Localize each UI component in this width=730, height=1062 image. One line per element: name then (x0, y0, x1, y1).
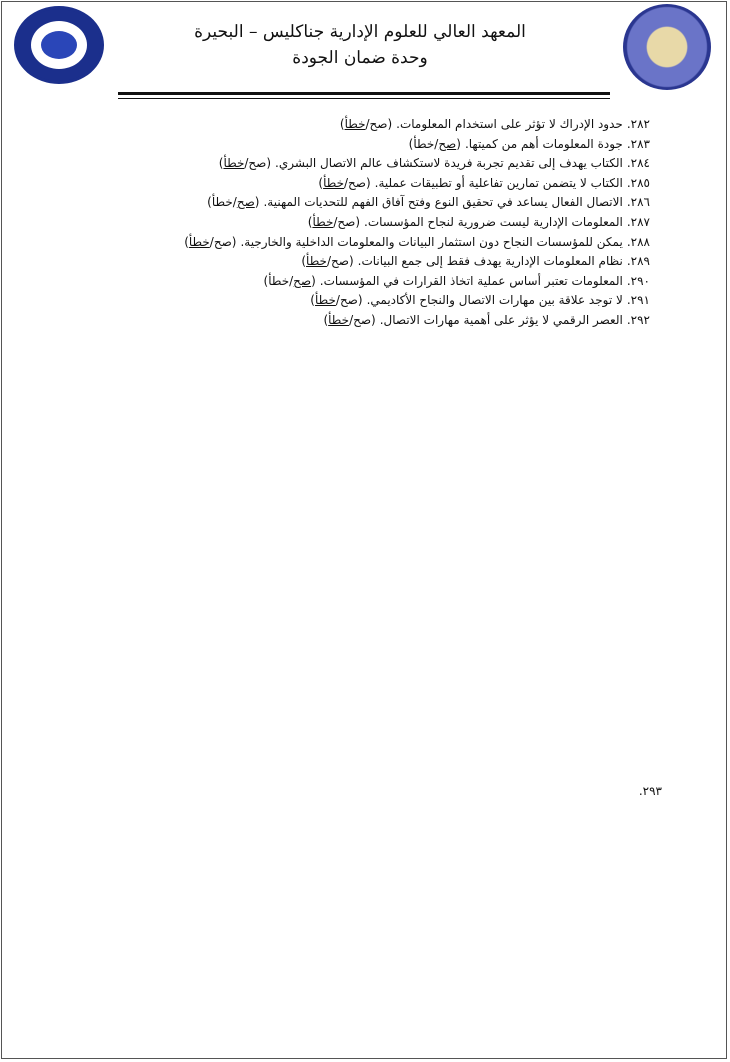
question-item (150, 154, 650, 174)
option-false: خطأ (413, 136, 435, 151)
question-item (150, 115, 650, 135)
option-false: خطأ (223, 156, 245, 171)
option-false: خطأ (306, 254, 327, 269)
answer-options: (صح/خطأ) (301, 254, 354, 269)
answer-options: (صح/خطأ) (218, 156, 272, 171)
question-text: يمكن للمؤسسات النجاح دون استثمار البيانات والمعلومات الداخلية والخارجية. (240, 234, 623, 249)
question-number: ٢٨٩. (626, 254, 650, 269)
question-text: المعلومات الإدارية ليست ضرورية لنجاح المؤسسات. (364, 214, 623, 229)
option-false: خطأ (268, 273, 290, 288)
question-item (150, 233, 650, 253)
option-true: صح (369, 117, 388, 131)
question-number: ٢٩٢. (626, 312, 650, 327)
question-text: لا توجد علاقة بين مهارات الاتصال والنجاح الأكاديمي. (366, 293, 623, 308)
answer-options: (صح/خطأ) (307, 214, 361, 229)
question-text: حدود الإدراك لا تؤثر على استخدام المعلومات. (396, 117, 623, 131)
option-true: صح (248, 156, 267, 171)
question-number: ٢٨٦. (626, 195, 650, 210)
question-item (150, 193, 650, 213)
institute-name: المعهد العالي للعلوم الإدارية جناكليس – البحيرة (194, 22, 526, 42)
option-false: خطأ (344, 117, 366, 131)
logo-emblem-icon (41, 31, 77, 59)
question-number: ٢٨٨. (626, 234, 650, 249)
question-number: ٢٩١. (626, 293, 650, 308)
question-number: ٢٨٣. (626, 136, 650, 151)
question-text: الكتاب يهدف إلى تقديم تجربة فريدة لاستكشاف عالم الاتصال البشري. (275, 156, 623, 171)
option-false: خطأ (312, 214, 334, 229)
option-true: صح (339, 293, 358, 308)
question-item (150, 135, 650, 155)
option-true: صح (348, 175, 366, 190)
answer-options: (صح/خطأ) (339, 117, 393, 131)
question-text: العصر الرقمي لا يؤثر على أهمية مهارات الاتصال. (379, 312, 623, 327)
answer-options: (صح/خطأ) (263, 273, 316, 288)
question-number: ٢٨٢. (626, 117, 650, 131)
page-number: ٢٩٣. (638, 784, 662, 798)
question-text: نظام المعلومات الإدارية يهدف فقط إلى جمع البيانات. (357, 254, 623, 269)
option-false: خطأ (328, 312, 350, 327)
question-text: الكتاب لا يتضمن تمارين تفاعلية أو تطبيقات عملية. (374, 175, 623, 190)
question-number: ٢٨٤. (626, 156, 650, 171)
header-divider-thin (118, 98, 610, 99)
question-item (150, 311, 650, 331)
option-true: صح (213, 234, 232, 249)
institute-seal-logo (623, 4, 711, 90)
option-false: خطأ (323, 175, 344, 190)
question-text: الاتصال الفعال يساعد في تحقيق النوع وفتح آفاق الفهم للتحديات المهنية. (263, 195, 623, 210)
option-true: صح (236, 195, 255, 210)
quality-assurance-unit-logo (14, 6, 104, 84)
option-true: صح (438, 136, 457, 151)
question-item (150, 252, 650, 272)
question-item (150, 174, 650, 194)
question-number: ٢٨٧. (626, 214, 650, 229)
question-item (150, 213, 650, 233)
question-item (150, 272, 650, 292)
answer-options: (صح/خطأ) (207, 195, 260, 210)
unit-name: وحدة ضمان الجودة (292, 48, 428, 68)
option-false: خطأ (188, 234, 210, 249)
answer-options: (صح/خطأ) (323, 312, 376, 327)
option-true: صح (331, 254, 349, 269)
question-number: ٢٨٥. (626, 175, 650, 190)
answer-options: (صح/خطأ) (184, 234, 237, 249)
question-list (150, 115, 650, 331)
option-true: صح (337, 214, 356, 229)
question-item (150, 291, 650, 311)
question-text: المعلومات تعتبر أساس عملية اتخاذ القرارات في المؤسسات. (319, 273, 623, 288)
option-false: خطأ (211, 195, 233, 210)
question-text: جودة المعلومات أهم من كميتها. (464, 136, 623, 151)
answer-options: (صح/خطأ) (318, 175, 371, 190)
header-divider-thick (118, 92, 610, 95)
answer-options: (صح/خطأ) (310, 293, 363, 308)
answer-options: (صح/خطأ) (408, 136, 461, 151)
option-true: صح (353, 312, 372, 327)
option-false: خطأ (314, 293, 336, 308)
option-true: صح (293, 273, 312, 288)
question-number: ٢٩٠. (626, 273, 650, 288)
